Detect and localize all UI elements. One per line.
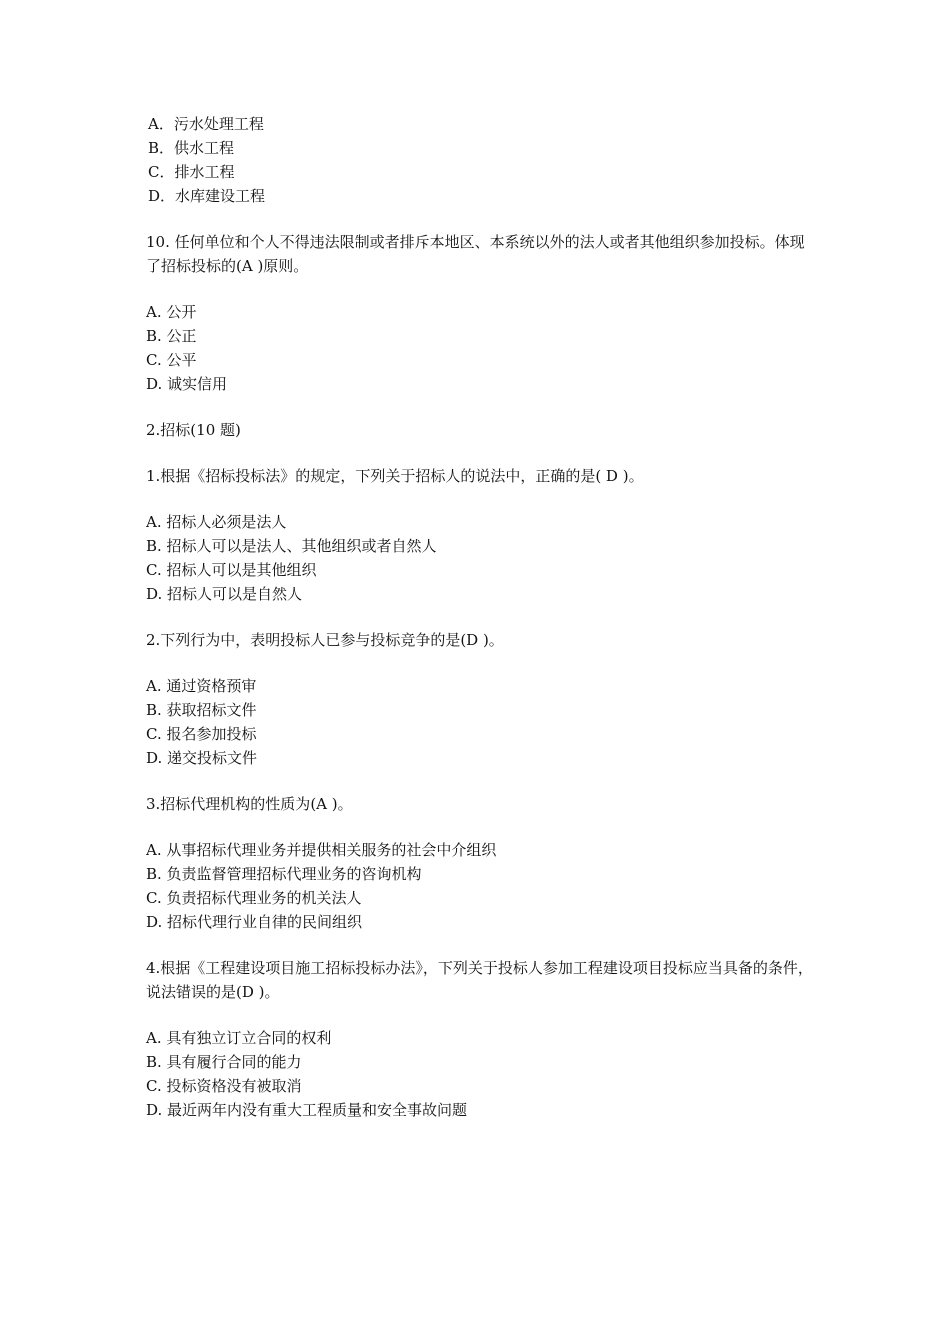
option-a: A. 公开 [146,303,197,321]
question-text: 3.招标代理机构的性质为(A )。 [146,795,353,813]
option-d: D. 最近两年内没有重大工程质量和安全事故问题 [146,1101,468,1119]
question-10 [146,230,816,396]
option-d: D. 诚实信用 [146,375,228,393]
question-4 [146,956,816,1122]
question-text: 1.根据《招标投标法》的规定，下列关于招标人的说法中，正确的是( D )。 [146,467,644,485]
option-b: B. 具有履行合同的能力 [146,1053,302,1071]
option-c: C. 公平 [146,351,197,369]
option-a: A. 招标人必须是法人 [146,513,287,531]
option-a: A. 通过资格预审 [146,677,257,695]
document-page [146,112,816,1122]
option-d: D．水库建设工程 [148,187,266,205]
option-c: C．排水工程 [148,163,235,181]
option-b: B. 获取招标文件 [146,701,257,719]
option-b: B. 招标人可以是法人、其他组织或者自然人 [146,537,437,555]
section-title: 2.招标(10 题) [146,421,241,439]
option-b: B. 公正 [146,327,197,345]
option-a: A. 具有独立订立合同的权利 [146,1029,332,1047]
option-c: C. 负责招标代理业务的机关法人 [146,889,362,907]
option-d: D. 递交投标文件 [146,749,258,767]
question-2 [146,628,816,770]
option-c: C. 报名参加投标 [146,725,257,743]
option-b: B. 负责监督管理招标代理业务的咨询机构 [146,865,422,883]
option-d: D. 招标代理行业自律的民间组织 [146,913,363,931]
option-a: A. 从事招标代理业务并提供相关服务的社会中介组织 [146,841,497,859]
question-text: 4.根据《工程建设项目施工招标投标办法》，下列关于投标人参加工程建设项目投标应当具备的条件，说法错误的是(D )。 [146,959,813,1001]
question-1 [146,464,816,606]
option-b: B．供水工程 [148,139,235,157]
prev-question-options [146,112,816,208]
question-text: 10. 任何单位和个人不得违法限制或者排斥本地区、本系统以外的法人或者其他组织参加投标。体现了招标投标的(A )原则。 [146,233,805,275]
question-3 [146,792,816,934]
option-d: D. 招标人可以是自然人 [146,585,303,603]
option-a: A．污水处理工程 [148,115,264,133]
option-c: C. 投标资格没有被取消 [146,1077,302,1095]
option-c: C. 招标人可以是其他组织 [146,561,317,579]
question-text: 2.下列行为中，表明投标人已参与投标竞争的是(D )。 [146,631,504,649]
